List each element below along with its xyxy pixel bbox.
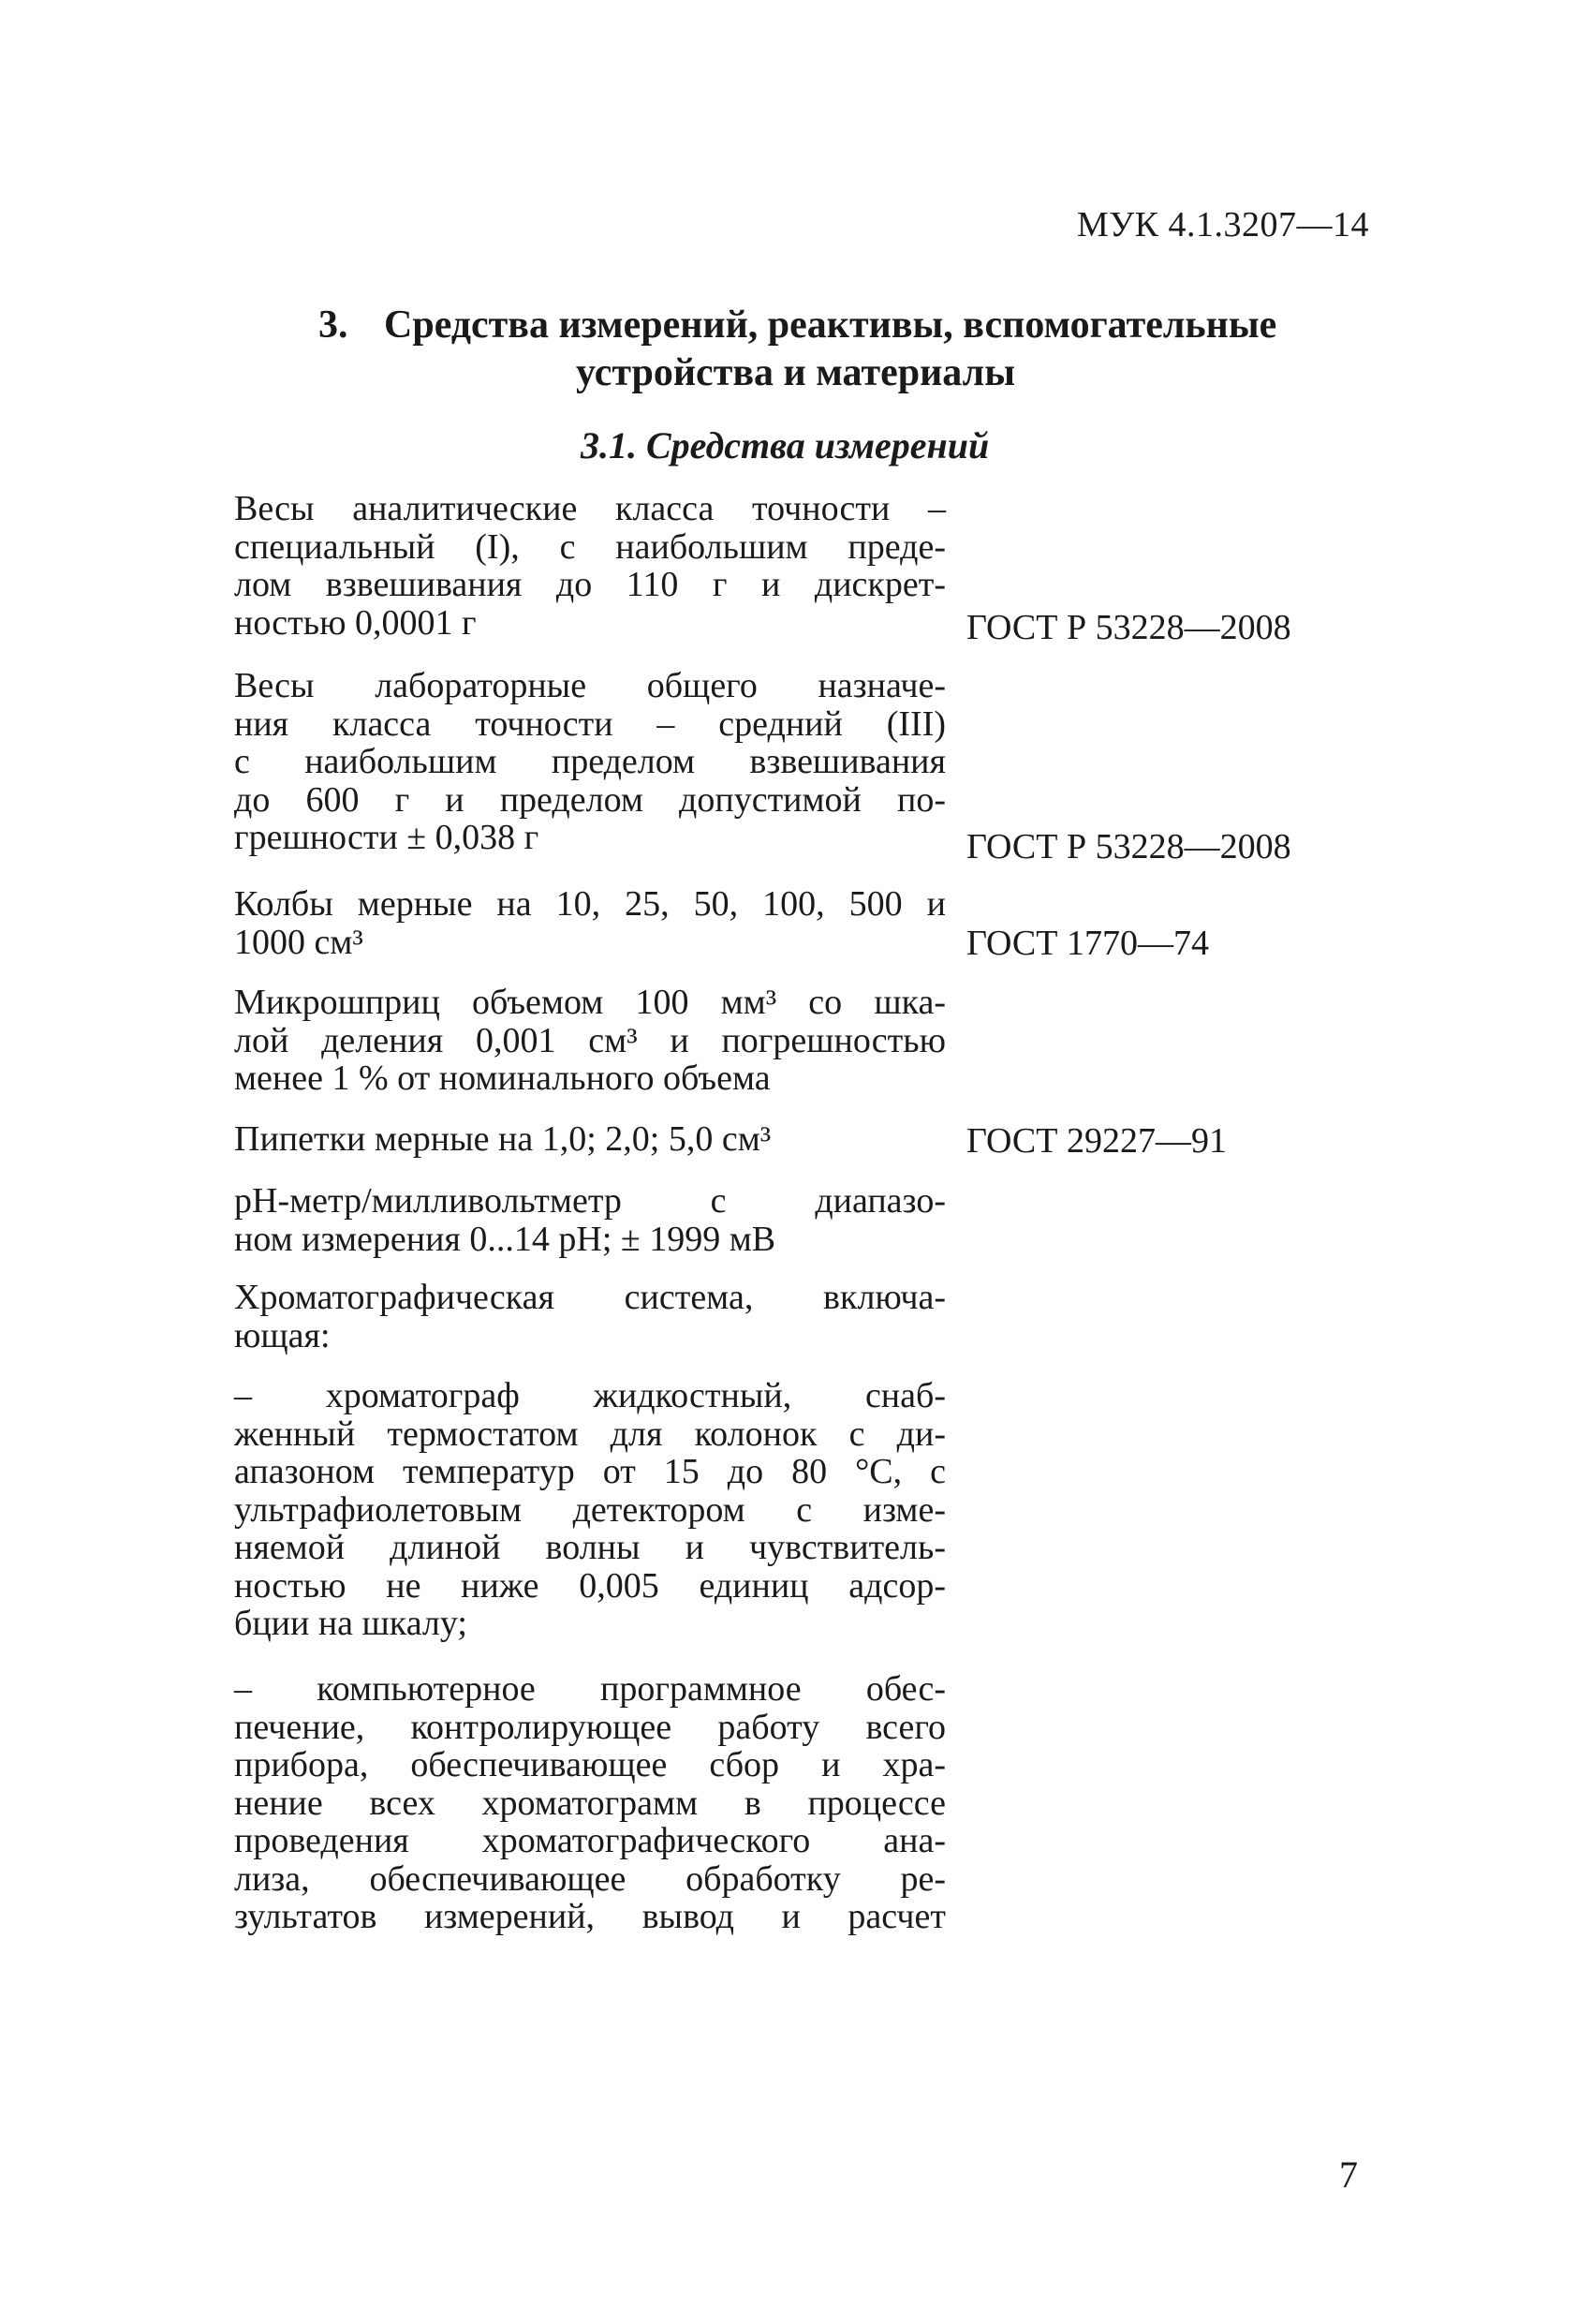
entry-line: Колбы мерные на 10, 25, 50, 100, 500 и	[234, 884, 946, 924]
entry-line: Весы лабораторные общего назначе-	[234, 666, 946, 705]
entry-line: до 600 г и пределом допустимой по-	[234, 779, 946, 820]
entry-line: Весы аналитические класса точности –	[234, 489, 946, 528]
entry-line: – компьютерное программное обес-	[234, 1669, 946, 1709]
standard-reference: ГОСТ 1770—74	[966, 924, 1209, 963]
entry-analytical-balance	[234, 490, 946, 642]
entry-line: нение всех хроматограмм в процессе	[234, 1783, 946, 1823]
standard-reference: ГОСТ 29227—91	[966, 1121, 1227, 1161]
entry-line: 1000 см³	[234, 922, 363, 962]
entry-line: апазоном температур от 15 до 80 °С, с	[234, 1452, 946, 1491]
entry-line: грешности ± 0,038 г	[234, 818, 539, 857]
section-number: 3.	[318, 303, 348, 347]
entry-line: ном измерения 0...14 рН; ± 1999 мВ	[234, 1219, 776, 1259]
entry-line: менее 1 % от номинального объема	[234, 1058, 771, 1098]
entry-line: ностью не ниже 0,005 единиц адсор-	[234, 1565, 946, 1606]
section-title-line-2: устройства и материалы	[576, 351, 1015, 394]
standard-reference: ГОСТ Р 53228—2008	[966, 827, 1291, 866]
entry-microsyringe	[234, 984, 946, 1098]
entry-line: ностью 0,0001 г	[234, 602, 477, 643]
entry-line: Микрошприц объемом 100 мм³ со шка-	[234, 983, 946, 1022]
entry-volumetric-flasks	[234, 885, 946, 961]
document-code: МУК 4.1.3207—14	[1076, 205, 1369, 244]
entry-line: женный термостатом для колонок с ди-	[234, 1414, 946, 1454]
standard-reference: ГОСТ Р 53228—2008	[966, 608, 1291, 647]
entry-line: рН-метр/милливольтметр с диапазо-	[234, 1181, 946, 1221]
subsection-title: 3.1. Средства измерений	[581, 424, 990, 466]
entry-line: печение, контролирующее работу всего	[234, 1707, 946, 1747]
page-number: 7	[1339, 2154, 1358, 2196]
entry-laboratory-balance	[234, 667, 946, 857]
section-title-line-1: Средства измерений, реактивы, вспомогательные	[384, 303, 1277, 347]
entry-line: специальный (I), с наибольшим преде-	[234, 526, 946, 567]
entry-line: прибора, обеспечивающее сбор и хра-	[234, 1745, 946, 1784]
entry-line: лиза, обеспечивающее обработку ре-	[234, 1858, 946, 1899]
entry-chromatographic-system	[234, 1279, 946, 1354]
entry-line: ультрафиолетовым детектором с изме-	[234, 1489, 946, 1530]
entry-line: бции на шкалу;	[234, 1604, 467, 1643]
entry-line: Хроматографическая система, включа-	[234, 1278, 946, 1317]
entry-line: Пипетки мерные на 1,0; 2,0; 5,0 см³	[234, 1119, 772, 1159]
entry-line: с наибольшим пределом взвешивания	[234, 742, 946, 781]
entry-liquid-chromatograph	[234, 1377, 946, 1643]
entry-line: зультатов измерений, вывод и расчет	[234, 1897, 946, 1936]
entry-line: лой деления 0,001 см³ и погрешностью	[234, 1020, 946, 1060]
entry-line: лом взвешивания до 110 г и дискрет-	[234, 565, 946, 604]
entry-line: – хроматограф жидкостный, снаб-	[234, 1376, 946, 1415]
entry-line: ющая:	[234, 1315, 331, 1355]
entry-software	[234, 1670, 946, 1936]
entry-line: ния класса точности – средний (III)	[234, 703, 946, 744]
entry-line: няемой длиной волны и чувствитель-	[234, 1528, 946, 1567]
entry-pipettes	[234, 1120, 946, 1159]
entry-line: проведения хроматографического ана-	[234, 1821, 946, 1860]
entry-ph-meter	[234, 1182, 946, 1258]
